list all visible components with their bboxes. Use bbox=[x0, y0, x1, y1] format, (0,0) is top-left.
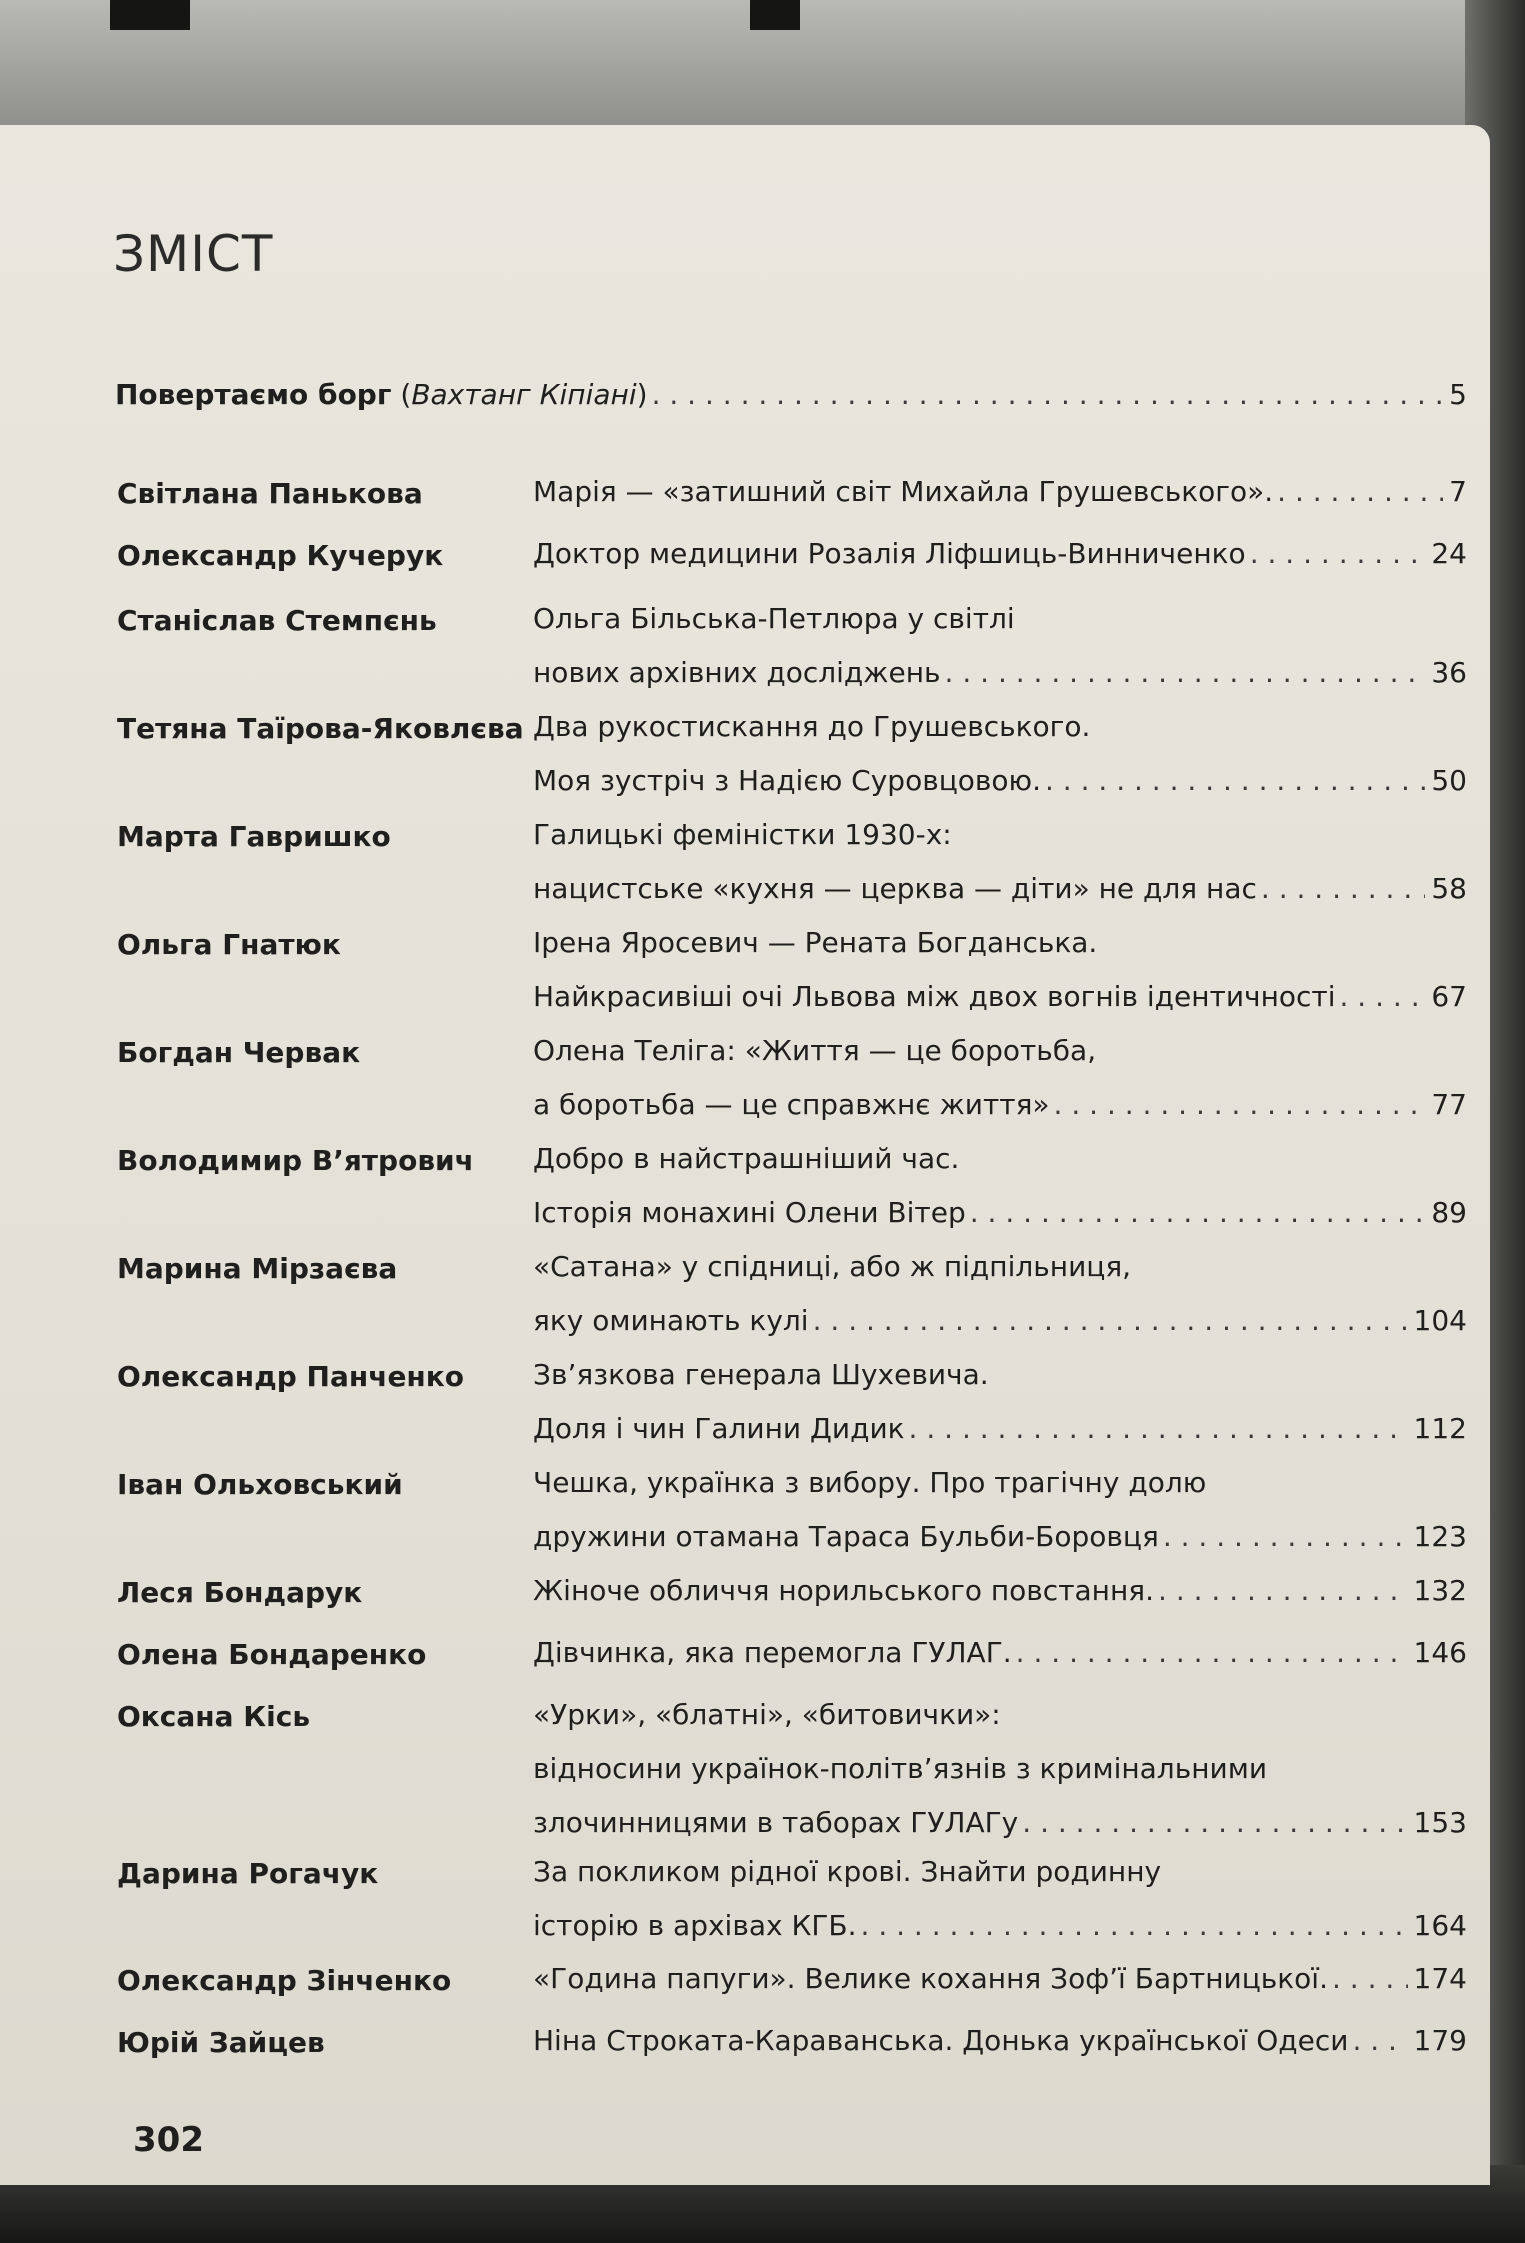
entry-title bbox=[533, 1240, 1467, 1348]
entry-page: 77 bbox=[1431, 1088, 1467, 1121]
dot-leader bbox=[809, 1294, 1408, 1348]
entry-page: 7 bbox=[1449, 475, 1467, 508]
entry-page: 89 bbox=[1431, 1196, 1467, 1229]
dot-leader bbox=[1328, 1952, 1408, 2006]
dot-leader bbox=[1246, 527, 1426, 581]
entry-title-line: Марія — «затишний світ Михайла Грушевського». bbox=[533, 475, 1274, 508]
entry-title-line: Чешка, українка з вибору. Про трагічну долю bbox=[533, 1466, 1207, 1499]
dot-leader bbox=[1012, 1626, 1408, 1680]
entry-title-line: Зв’язкова генерала Шухевича. bbox=[533, 1358, 989, 1391]
entry-title-line: Ніна Строката-Караванська. Донька української Одеси bbox=[533, 2024, 1349, 2057]
entry-title-line: яку оминають кулі bbox=[533, 1304, 809, 1337]
entry-title bbox=[533, 1132, 1467, 1240]
entry-page: 67 bbox=[1431, 980, 1467, 1013]
entry-title-line: Моя зустріч з Надією Суровцовою. bbox=[533, 764, 1041, 797]
entry-title bbox=[533, 1564, 1467, 1618]
dot-leader bbox=[1050, 1078, 1426, 1132]
entry-author: Станіслав Стемпєнь bbox=[117, 604, 437, 637]
entry-title-line: Найкрасивіші очі Львова між двох вогнів ідентичності bbox=[533, 980, 1336, 1013]
entry-page: 58 bbox=[1431, 872, 1467, 905]
entry-page: 123 bbox=[1413, 1520, 1467, 1553]
dot-leader bbox=[1348, 2014, 1407, 2068]
entry-page: 132 bbox=[1413, 1574, 1467, 1607]
entry-author: Володимир В’ятрович bbox=[117, 1144, 474, 1177]
entry-title bbox=[533, 1952, 1467, 2006]
entry-author: Юрій Зайцев bbox=[117, 2026, 325, 2059]
dot-leader bbox=[1041, 754, 1425, 808]
entry-title bbox=[533, 1456, 1467, 1564]
foreword-row: Повертаємо борг ( Вахтанг Кіпіані ) . . . 5 bbox=[115, 378, 1467, 411]
entry-title-line: а боротьба — це справжнє життя» bbox=[533, 1088, 1050, 1121]
entry-title-line: «Урки», «блатні», «битовички»: bbox=[533, 1698, 1001, 1731]
entry-title-line: Доктор медицини Розалія Ліфшиць-Винниченко bbox=[533, 537, 1246, 570]
dot-leader bbox=[1159, 1510, 1408, 1564]
entry-title-line: дружини отамана Тараса Бульби-Боровця bbox=[533, 1520, 1159, 1553]
entry-title-line: Галицькі феміністки 1930-х: bbox=[533, 818, 952, 851]
entry-title-line: «Сатана» у спідниці, або ж підпільниця, bbox=[533, 1250, 1132, 1283]
dot-leader bbox=[1154, 1564, 1408, 1618]
entry-title bbox=[533, 592, 1467, 700]
entry-page: 146 bbox=[1413, 1636, 1467, 1669]
entry-title-line: Дівчинка, яка перемогла ГУЛАГ. bbox=[533, 1636, 1012, 1669]
entry-author: Олександр Кучерук bbox=[117, 539, 444, 572]
entry-title bbox=[533, 465, 1467, 519]
entry-page: 104 bbox=[1413, 1304, 1467, 1337]
dot-leader bbox=[905, 1402, 1408, 1456]
entry-page: 50 bbox=[1431, 764, 1467, 797]
entry-title-line: нових архівних досліджень bbox=[533, 656, 941, 689]
entry-title bbox=[533, 527, 1467, 581]
entry-author: Леся Бондарук bbox=[117, 1576, 363, 1609]
entry-page: 112 bbox=[1413, 1412, 1467, 1445]
entry-title bbox=[533, 1626, 1467, 1680]
entry-title-line: Жіноче обличчя норильського повстання. bbox=[533, 1574, 1155, 1607]
dot-leader bbox=[1018, 1796, 1407, 1850]
entry-author: Тетяна Таїрова-Яковлєва bbox=[117, 712, 524, 745]
entry-title bbox=[533, 1348, 1467, 1456]
entry-title bbox=[533, 1688, 1467, 1850]
entry-title-line: нацистське «кухня — церква — діти» не для нас bbox=[533, 872, 1257, 905]
dot-leader bbox=[966, 1186, 1426, 1240]
entry-author: Ольга Гнатюк bbox=[117, 928, 341, 961]
entry-title-line: відносини українок-політв’язнів з кримінальними bbox=[533, 1752, 1268, 1785]
entry-author: Оксана Кісь bbox=[117, 1700, 311, 1733]
entry-author: Дарина Рогачук bbox=[117, 1857, 379, 1890]
entry-title-line: «Година папуги». Велике кохання Зоф’ї Бартницької. bbox=[533, 1962, 1328, 1995]
foreword-page: 5 bbox=[1449, 378, 1467, 411]
entry-title-line: За покликом рідної крові. Знайти родинну bbox=[533, 1855, 1162, 1888]
entry-page: 164 bbox=[1413, 1909, 1467, 1942]
entry-title bbox=[533, 2014, 1467, 2068]
foreword-author: Вахтанг Кіпіані bbox=[411, 378, 637, 411]
dot-leader bbox=[1257, 862, 1425, 916]
entry-author: Марина Мірзаєва bbox=[117, 1252, 398, 1285]
entry-title-line: Ірена Яросевич — Рената Богданська. bbox=[533, 926, 1098, 959]
entry-title-line: Добро в найстрашніший час. bbox=[533, 1142, 960, 1175]
entry-title bbox=[533, 808, 1467, 916]
entry-title bbox=[533, 1845, 1467, 1953]
page-title: ЗМІСТ bbox=[113, 225, 274, 283]
entry-author: Богдан Червак bbox=[117, 1036, 361, 1069]
entry-title-line: Олена Теліга: «Життя — це боротьба, bbox=[533, 1034, 1097, 1067]
entry-page: 179 bbox=[1413, 2024, 1467, 2057]
entry-author: Марта Гавришко bbox=[117, 820, 391, 853]
entry-title-line: Історія монахині Олени Вітер bbox=[533, 1196, 966, 1229]
entry-author: Олена Бондаренко bbox=[117, 1638, 427, 1671]
dot-leader bbox=[1273, 465, 1443, 519]
entry-page: 174 bbox=[1413, 1962, 1467, 1995]
entry-title bbox=[533, 1024, 1467, 1132]
page-number: 302 bbox=[133, 2120, 204, 2160]
entry-author: Олександр Зінченко bbox=[117, 1964, 452, 1997]
dot-leader bbox=[941, 646, 1426, 700]
foreword-title: Повертаємо борг bbox=[115, 378, 392, 411]
entry-title-line: історію в архівах КГБ. bbox=[533, 1909, 857, 1942]
entry-title-line: Два рукостискання до Грушевського. bbox=[533, 710, 1091, 743]
dot-leader bbox=[1336, 970, 1426, 1024]
entry-author: Світлана Панькова bbox=[117, 477, 423, 510]
dot-leader bbox=[857, 1899, 1408, 1953]
entry-title bbox=[533, 916, 1467, 1024]
entry-title-line: Ольга Більська-Петлюра у світлі bbox=[533, 602, 1015, 635]
entry-page: 36 bbox=[1431, 656, 1467, 689]
entry-page: 153 bbox=[1413, 1806, 1467, 1839]
entry-title-line: злочинницями в таборах ГУЛАГу bbox=[533, 1806, 1019, 1839]
entry-title bbox=[533, 700, 1467, 808]
entry-author: Олександр Панченко bbox=[117, 1360, 465, 1393]
entry-page: 24 bbox=[1431, 537, 1467, 570]
entry-author: Іван Ольховський bbox=[117, 1468, 403, 1501]
entry-title-line: Доля і чин Галини Дидик bbox=[533, 1412, 905, 1445]
